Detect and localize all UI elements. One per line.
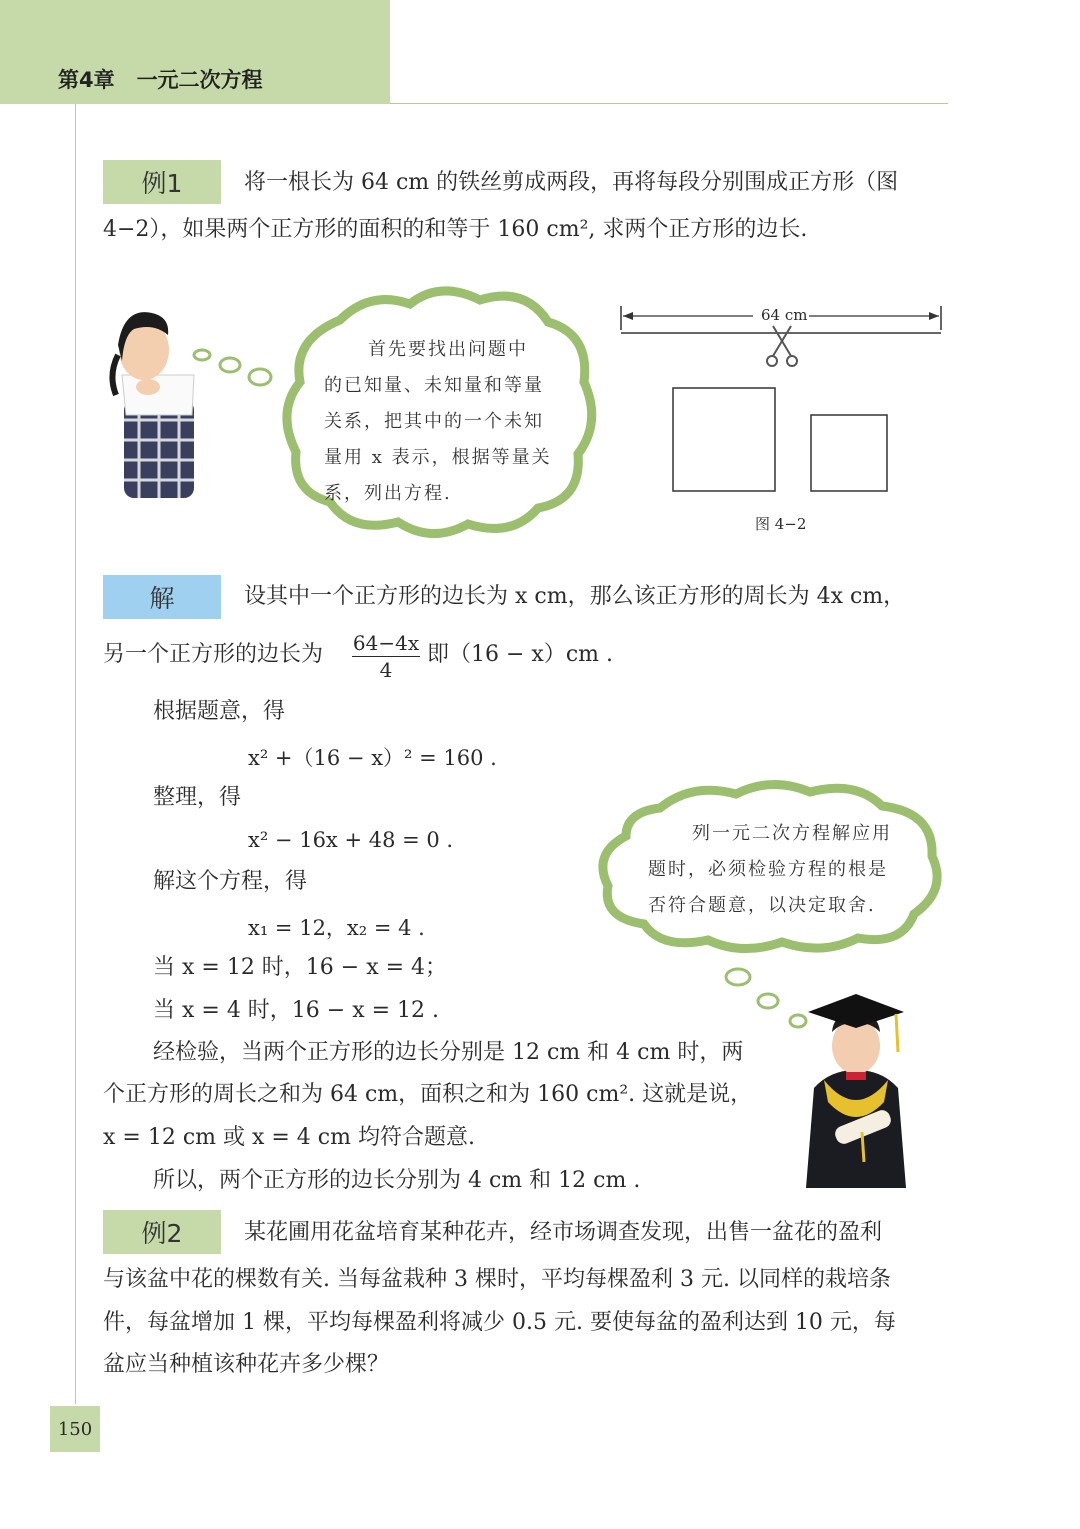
solution-line2-prefix: 另一个正方形的边长为 xyxy=(103,642,324,667)
boy-bubble-line: 否符合题意，以决定取舍. xyxy=(648,895,876,916)
example1-tag: 例1 xyxy=(103,160,221,204)
girl-bubble-line: 量用 x 表示，根据等量关 xyxy=(324,447,552,468)
scissors-icon xyxy=(767,326,797,366)
fraction-denominator: 4 xyxy=(379,658,393,682)
figure-caption: 图 4−2 xyxy=(755,515,807,533)
girl-bubble-line: 关系，把其中的一个未知 xyxy=(324,411,544,432)
example2-line4: 盆应当种植该种花卉多少棵？ xyxy=(103,1352,390,1377)
example2-line1: 某花圃用花盆培育某种花卉，经市场调查发现，出售一盆花的盈利 xyxy=(244,1220,883,1245)
chapter-name: 一元二次方程 xyxy=(136,68,263,92)
fraction xyxy=(352,630,420,683)
equation-2: x² − 16x + 48 = 0 . xyxy=(248,828,454,852)
figure-4-2 xyxy=(615,300,947,540)
solution-step: 根据题意，得 xyxy=(153,699,286,724)
example1-line2: 4−2），如果两个正方形的面积的和等于 160 cm², 求两个正方形的边长. xyxy=(103,217,808,242)
equation-3: x₁ = 12，x₂ = 4 . xyxy=(248,916,425,940)
solution-tag: 解 xyxy=(103,575,221,619)
girl-bubble-line: 的已知量、未知量和等量 xyxy=(324,375,544,396)
girl-bubble-line: 系，列出方程. xyxy=(324,483,452,504)
boy-bubble-line: 列一元二次方程解应用 xyxy=(692,823,892,844)
case-line: 当 x = 12 时，16 − x = 4； xyxy=(153,955,448,980)
conclusion-line: 所以，两个正方形的边长分别为 4 cm 和 12 cm . xyxy=(153,1168,641,1193)
girl-bubble-line: 首先要找出问题中 xyxy=(368,339,528,360)
example2-tag: 例2 xyxy=(103,1210,221,1254)
chapter-number: 第4章 xyxy=(58,68,115,92)
example2-line3: 件，每盆增加 1 棵，平均每棵盈利将减少 0.5 元. 要使每盆的盈利达到 10 元，每 xyxy=(103,1310,896,1335)
solution-line2-suffix: 即（16 − x）cm . xyxy=(427,642,613,667)
chapter-title xyxy=(58,64,263,94)
header-rule xyxy=(390,103,948,104)
case-line: 当 x = 4 时，16 − x = 12 . xyxy=(153,998,440,1023)
solution-step: 解这个方程，得 xyxy=(153,869,308,894)
solution-line1: 设其中一个正方形的边长为 x cm，那么该正方形的周长为 4x cm， xyxy=(244,584,906,609)
check-line: 经检验，当两个正方形的边长分别是 12 cm 和 4 cm 时，两 xyxy=(153,1040,744,1065)
equation-1: x² +（16 − x）² = 160 . xyxy=(248,746,497,770)
check-line: x = 12 cm 或 x = 4 cm 均符合题意. xyxy=(103,1125,475,1150)
boy-graduate-illustration xyxy=(800,992,912,1188)
boy-bubble-line: 题时，必须检验方程的根是 xyxy=(648,859,888,880)
girl-thinking-illustration xyxy=(104,305,208,501)
figure-length-label: 64 cm xyxy=(761,306,808,324)
example2-line2: 与该盆中花的棵数有关. 当每盆栽种 3 棵时，平均每棵盈利 3 元. 以同样的栽培条 xyxy=(103,1267,891,1292)
check-line: 个正方形的周长之和为 64 cm，面积之和为 160 cm². 这就是说， xyxy=(103,1082,753,1107)
thought-dots xyxy=(190,345,280,390)
page-number: 150 xyxy=(50,1406,100,1452)
left-margin-rule xyxy=(75,104,76,1404)
fraction-numerator: 64−4x xyxy=(352,631,420,655)
example1-line1: 将一根长为 64 cm 的铁丝剪成两段，再将每段分别围成正方形（图 xyxy=(244,170,899,195)
thought-dots xyxy=(722,965,812,1035)
solution-step: 整理，得 xyxy=(153,785,242,810)
